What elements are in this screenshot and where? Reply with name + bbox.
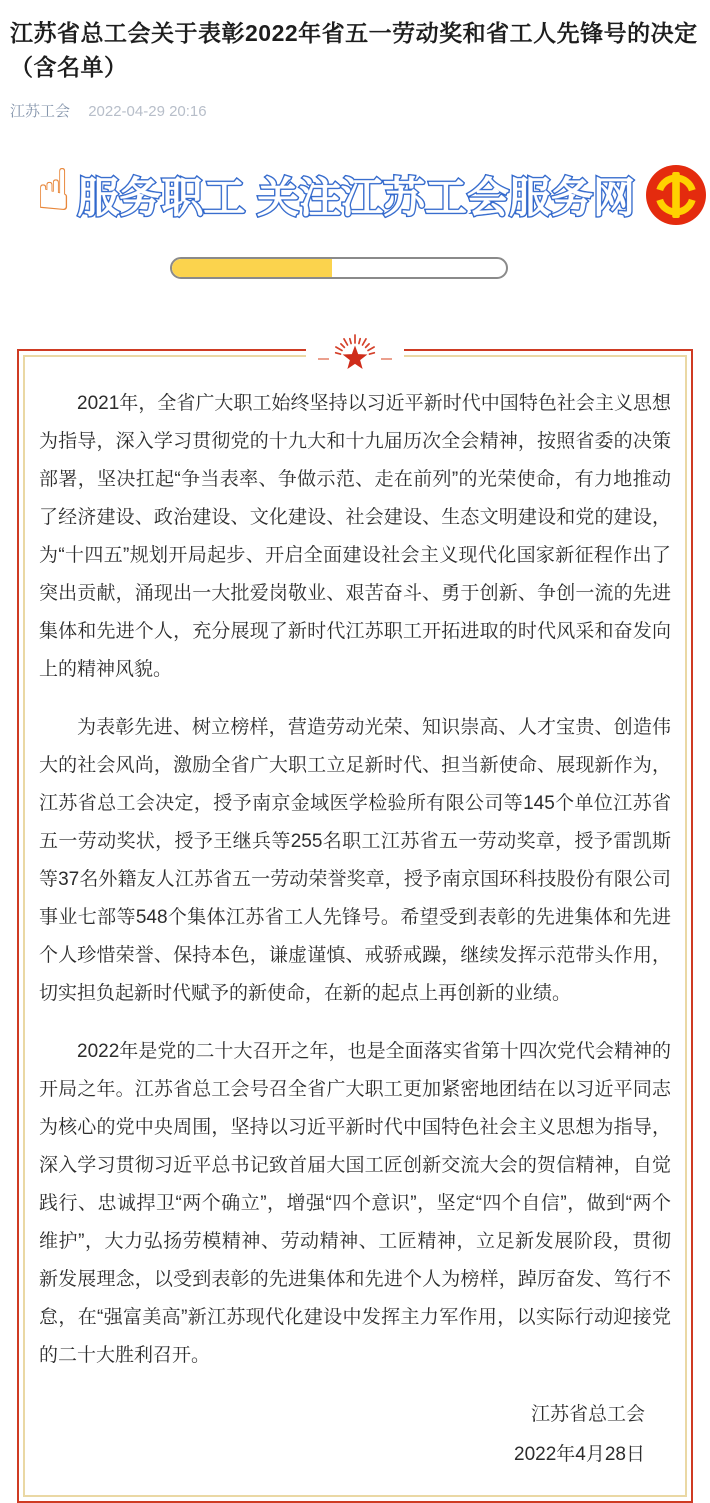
paragraph-1: 2021年，全省广大职工始终坚持以习近平新时代中国特色社会主义思想为指导，深入学习贯彻党的十九大和十九届历次全会精神，按照省委的决策部署，坚决扛起“争当表率、争做示范、走在前列”的光荣使命，有力地推动了经济建设、政治建设、文化建设、社会建设、生态文明建设和党的建设，为“十四五”规划开局起步、开启全面建设社会主义现代化国家新征程作出了突出贡献，涌现出一大批爱岗敬业、艰苦奋斗、勇于创新、争创一流的先进集体和先进个人，充分展现了新时代江苏职工开拓进取的时代风采和奋发向上的精神风貌。 (39, 393, 671, 680)
progress-fill (172, 259, 332, 277)
document-body (23, 355, 687, 1497)
paragraph-3: 2022年是党的二十大召开之年，也是全面落实省第十四次党代会精神的开局之年。江苏省总工会号召全省广大职工更加紧密地团结在以习近平同志为核心的党中央周围，坚持以习近平新时代中国特色社会主义思想为指导，深入学习贯彻习近平总书记致首届大国工匠创新交流大会的贺信精神，自觉践行、忠诚捍卫“两个确立”，增强“四个意识”，坚定“四个自信”，做到“两个维护”，大力弘扬劳模精神、劳动精神、工匠精神，立足新发展阶段，贯彻新发展理念，以受到表彰的先进集体和先进个人为榜样，踔厉奋发、笃行不怠，在“强富美高”新江苏现代化建设中发挥主力军作用，以实际行动迎接党的二十大胜利召开。 (39, 1041, 671, 1366)
byline (0, 100, 710, 121)
paragraph-2: 为表彰先进、树立榜样，营造劳动光荣、知识崇高、人才宝贵、创造伟大的社会风尚，激励全省广大职工立足新时代、担当新使命、展现新作为，江苏省总工会决定，授予南京金域医学检验所有限公司等145个单位江苏省五一劳动奖状，授予王继兵等255名职工江苏省五一劳动奖章，授予雷凯斯等37名外籍友人江苏省五一劳动荣誉奖章，授予南京国环科技股份有限公司事业七部等548个集体江苏省工人先锋号。希望受到表彰的先进集体和先进个人珍惜荣誉、保持本色，谦虚谨慎、戒骄戒躁，继续发挥示范带头作用，切实担负起新时代赋予的新使命，在新的起点上再创新的业绩。 (39, 717, 671, 1004)
pointing-hand-icon: ☝ (36, 158, 72, 223)
signature-block (39, 1395, 671, 1475)
banner-slogan: 服务职工 关注江苏工会服务网 (77, 174, 635, 221)
signature-date: 2022年4月28日 (514, 1444, 645, 1465)
signature-org: 江苏省总工会 (530, 1404, 645, 1425)
publish-time: 2022-04-29 20:16 (88, 103, 207, 120)
article-source-link[interactable]: 江苏工会 (10, 103, 71, 120)
star-burst-icon (306, 326, 404, 372)
decision-document (17, 349, 693, 1503)
article-title: 江苏省总工会关于表彰2022年省五一劳动奖和省工人先锋号的决定（含名单） (10, 20, 698, 80)
union-emblem-icon (645, 164, 707, 226)
promo-banner[interactable] (0, 149, 710, 241)
progress-bar (170, 257, 508, 279)
